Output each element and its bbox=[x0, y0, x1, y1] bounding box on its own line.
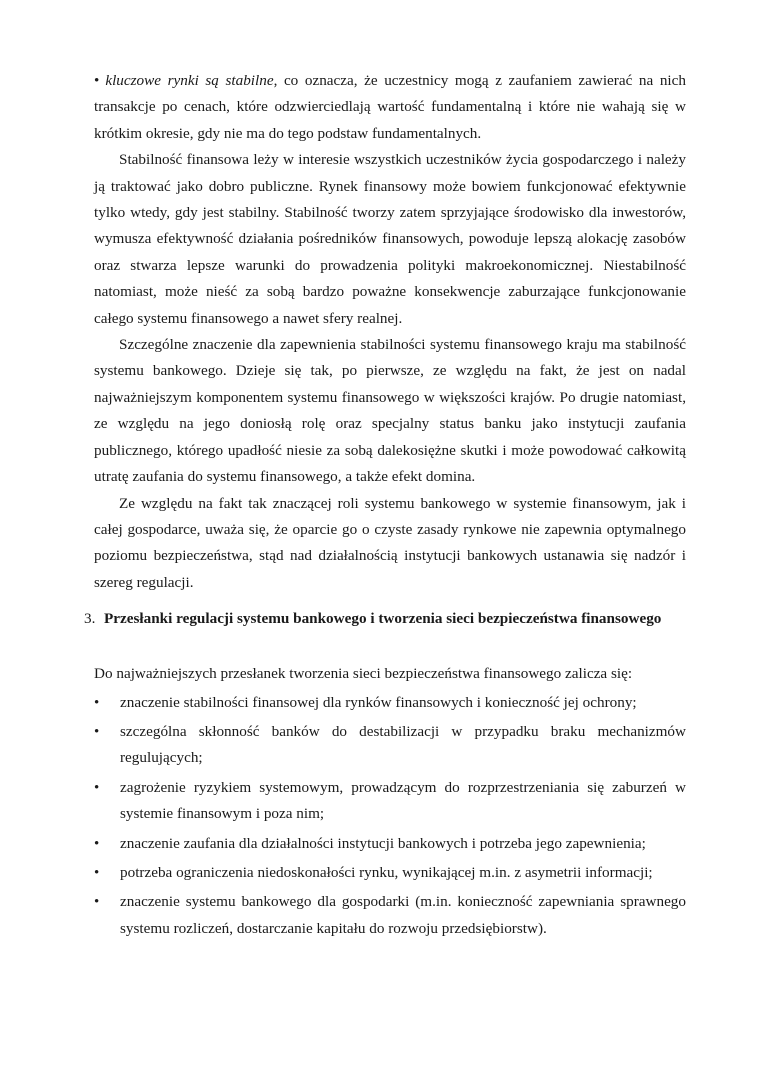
list-item bbox=[94, 690, 686, 716]
bullet-icon: • bbox=[94, 779, 100, 796]
list-intro: Do najważniejszych przesłanek tworzenia sieci bezpieczeństwa finansowego zalicza się: bbox=[94, 665, 633, 683]
bullet-icon: • bbox=[94, 835, 100, 852]
list-item-text: zagrożenie ryzykiem systemowym, prowadzącym do rozprzestrzeniania się zaburzeń w systemie finansowym i poza nim; bbox=[120, 778, 686, 823]
paragraph-financial-stability: Stabilność finansowa leży w interesie wszystkich uczestników życia gospodarczego i należy ją traktować jako dobro publiczne. Rynek finansowy może bowiem funkcjonować efektywnie tylko wtedy, gdy jest stabilny. Stabilność tworzy zatem sprzyjające środowisko dla inwestorów, wymusza efektywność działania pośredników finansowych, powoduje lepszą alokację zasobów oraz stwarza lepsze warunki do prowadzenia polityki makroekonomicznej. Niestabilność natomiast, może nieść za sobą bardzo poważne konsekwencje zaburzające funkcjonowanie całego systemu finansowego a nawet sfery realnej. bbox=[94, 151, 686, 327]
paragraph-regulation-rationale: Ze względu na fakt tak znaczącej roli systemu bankowego w systemie finansowym, jak i całej gospodarce, uważa się, że oparcie go o czyste zasady rynkowe nie zapewnia optymalnego poziomu bezpieczeństwa, stąd nad działalnością instytucji bankowych ustanawia się nadzór i szereg regulacji. bbox=[94, 494, 686, 591]
list-item bbox=[94, 719, 686, 772]
bullet-icon: • bbox=[94, 864, 100, 881]
italic-lead-text: kluczowe rynki są stabilne bbox=[105, 72, 274, 89]
list-item bbox=[94, 889, 686, 942]
section-heading bbox=[84, 606, 686, 632]
bullet-icon: • bbox=[94, 894, 100, 911]
list-item bbox=[94, 775, 686, 828]
intro-bullet-paragraph bbox=[94, 68, 686, 147]
paragraph-banking-stability: Szczególne znaczenie dla zapewnienia stabilności systemu finansowego kraju ma stabilność systemu bankowego. Dzieje się tak, po pierwsze, ze względu na fakt, że jest on nadal najważniejszym komponentem systemu finansowego w większości krajów. Po drugie natomiast, ze względu na jego doniosłą rolę oraz specjalny status banku jako instytucji zaufania publicznego, którego upadłość niesie za sobą dalekosiężne skutki i może powodować całkowitą utratę zaufania do systemu finansowego, a także efekt domina. bbox=[94, 336, 686, 486]
premises-list bbox=[94, 690, 686, 943]
list-item-text: potrzeba ograniczenia niedoskonałości rynku, wynikającej m.in. z asymetrii informacji; bbox=[120, 863, 653, 881]
list-item bbox=[94, 860, 686, 886]
bullet-icon: • bbox=[94, 72, 100, 89]
bullet-icon: • bbox=[94, 694, 100, 711]
list-item-text: znaczenie systemu bankowego dla gospodarki (m.in. konieczność zapewniania sprawnego systemu rozliczeń, dostarczanie kapitału do rozwoju przedsiębiorstw). bbox=[120, 893, 686, 937]
intro-bullet-text: , co oznacza, że uczestnicy mogą z zaufaniem zawierać na nich transakcje po cenach, które odzwierciedlają wartość fundamentalną i które nie wahają się w krótkim okresie, gdy nie ma do tego podstaw fundamentalnych. bbox=[94, 72, 686, 142]
list-item bbox=[94, 831, 686, 857]
list-item-text: znaczenie stabilności finansowej dla rynków finansowych i konieczność jej ochrony; bbox=[120, 693, 637, 711]
document-page bbox=[84, 68, 686, 945]
bullet-icon: • bbox=[94, 723, 100, 740]
list-item-text: znaczenie zaufania dla działalności instytucji bankowych i potrzeba jego zapewnienia; bbox=[120, 834, 646, 852]
section-number: 3. bbox=[84, 610, 96, 628]
list-item-text: szczególna skłonność banków do destabilizacji w przypadku braku mechanizmów regulujących; bbox=[120, 722, 686, 767]
section-title: Przesłanki regulacji systemu bankowego i tworzenia sieci bezpieczeństwa finansowego bbox=[104, 610, 662, 628]
